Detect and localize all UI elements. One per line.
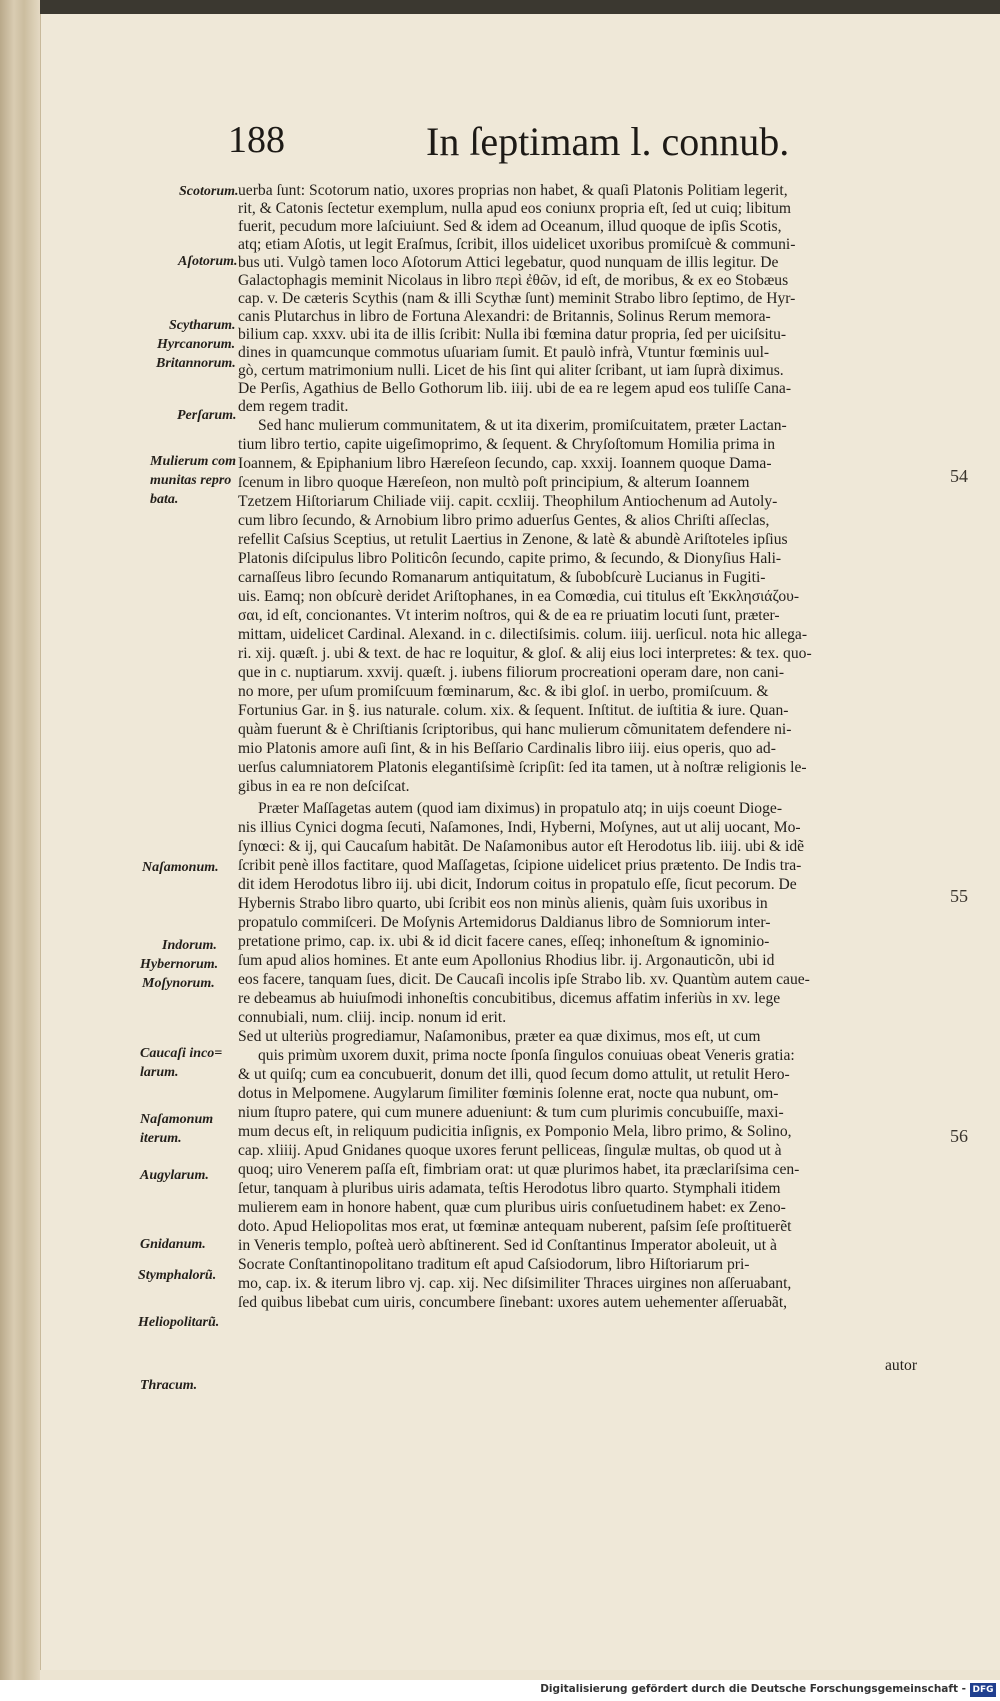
text-line: canis Plutarchus in libro de Fortuna Alexandri: de Britannis, Solinus Rerum memora-: [238, 308, 771, 325]
text-line: Fortunius Gar. in §. ius naturale. colum. xix. & ſequent. Inſtitut. de iuſtitia & iure. Quan-: [238, 702, 789, 719]
text-line: dem regem tradit.: [238, 398, 349, 415]
margin-note: bata.: [150, 492, 179, 507]
text-line: ſum apud alios homines. Et ante eum Apollonius Rhodius libr. ij. Argonauticõn, ubi id: [238, 952, 775, 969]
text-line: quàm fuerunt & è Chriſtianis ſcriptoribus, qui hanc mulierum cõmunitatem defendere ni-: [238, 721, 792, 738]
text-line: mio Platonis amore auſi ſint, & in his Beſſario Cardinalis libro iiij. eius operis, quo ad-: [238, 740, 776, 757]
margin-note: Thracum.: [140, 1378, 198, 1393]
text-line: σαι, id eſt, concionantes. Vt interim noſtros, qui & de ea re priuatim locuti ſunt, præter-: [238, 607, 780, 624]
text-line: uerba ſunt: Scotorum natio, uxores proprias non habet, & quaſi Platonis Politiam legerit,: [238, 182, 788, 199]
text-line: pretatione primo, cap. ix. ubi & id dicit facere canes, eſſeq; inhoneſtum & ignominio-: [238, 933, 770, 950]
margin-note: Indorum.: [162, 938, 217, 953]
text-line: tium libro tertio, capite uigeſimoprimo, & ſequent. & Chryſoſtomum Homilia prima in: [238, 436, 776, 453]
text-line: ri. xij. quæſt. j. ubi & text. de hac re loquitur, & gloſ. & alij eius loci interpretes: & tex. quo-: [238, 645, 812, 662]
section-number: 56: [950, 1126, 968, 1146]
text-line: doto. Apud Heliopolitas mos erat, ut fœminæ antequam nuberent, paſsim ſeſe proſtituerẽt: [238, 1218, 792, 1235]
text-line: Sed ut ulteriùs progrediamur, Naſamonibus, præter ea quæ diximus, mos eſt, ut cum: [238, 1028, 761, 1045]
text-line: mulierem eam in honore habent, quæ cum pluribus uiris conſuetudinem habet: ex Zeno-: [238, 1199, 786, 1216]
margin-note: Heliopolitarũ.: [138, 1315, 220, 1330]
section-number: 55: [950, 886, 968, 906]
text-line: dines in quamcunque commotus uſuariam ſumit. Et paulò infrà, Vtuntur fœminis uul-: [238, 344, 770, 361]
margin-note: Britannorum.: [156, 356, 236, 371]
text-line: mittam, uidelicet Cardinal. Alexand. in c. dilectiſsimis. colum. iiij. uerſicul. nota hic allega-: [238, 626, 808, 643]
text-line: mo, cap. ix. & iterum libro vj. cap. xij. Nec diſsimiliter Thraces uirgines non aſſeruabant,: [238, 1275, 792, 1292]
text-line: gò, certum matrimonium nulli. Licet de his ſint qui aliter ſcribant, ut iam ſuprà diximus.: [238, 362, 784, 379]
text-line: Præter Maſſagetas autem (quod iam diximus) in propatulo atq; in uijs coeunt Dioge-: [258, 800, 783, 817]
text-line: no more, per uſum promiſcuum fœminarum, &c. & ibi gloſ. in uerbo, promiſcuum. &: [238, 683, 769, 700]
margin-note: Naſamonum: [140, 1112, 214, 1127]
dfg-logo: DFG: [970, 1683, 996, 1697]
margin-note: Scotorum.: [179, 184, 239, 199]
text-line: dit idem Herodotus libro iij. ubi dicit, Indorum coitus in propatulo eſſe, ſicut pecorum. De: [238, 876, 797, 893]
text-line: atq; etiam Aſotis, ut legit Eraſmus, ſcribit, illos uidelicet uxoribus promiſcuè & communi-: [238, 236, 796, 253]
text-line: dotus in Melpomene. Augylarum ſimiliter fœminis ſolenne erat, nocte qua nubunt, om-: [238, 1085, 779, 1102]
margin-note: Scytharum.: [169, 318, 236, 333]
text-line: cap. xliiij. Apud Gnidanes quoque uxores ferunt pelliceas, ſingulæ multas, ob quod ut à: [238, 1142, 782, 1159]
text-line: mum decus eſt, in reliquum pudicitia inſignis, ex Pomponio Mela, libro primo, & Solino,: [238, 1123, 792, 1140]
section-number: 54: [950, 466, 968, 486]
text-line: nium ſtupro patere, qui cum munere adueniunt: & tum cum plurimis concubuiſſe, maxi-: [238, 1104, 784, 1121]
page-number: 188: [228, 119, 285, 161]
book-page-edges: [0, 0, 40, 1680]
text-line: in Veneris templo, poſteà uerò abſtinerent. Sed id Conſtantinus Imperator aboleuit, ut à: [238, 1237, 777, 1254]
scan-top-border: [0, 0, 1000, 14]
margin-note: Hybernorum.: [140, 957, 219, 972]
text-line: connubiali, num. cliij. incip. nonum id erit.: [238, 1009, 507, 1026]
text-line: Hybernis Strabo libro quarto, ubi ſcribit eos non minùs alienis, quàm ſuis uxoribus in: [238, 895, 768, 912]
margin-note: Naſamonum.: [142, 860, 219, 875]
margin-note: Moſynorum.: [142, 976, 215, 991]
text-line: cap. v. De cæteris Scythis (nam & illi Scythæ ſunt) meminit Strabo libro ſeptimo, de Hyr-: [238, 290, 796, 307]
margin-note: Hyrcanorum.: [157, 337, 236, 352]
margin-note: Caucaſi inco=: [140, 1046, 223, 1061]
page-header: [0, 118, 1000, 178]
running-title: In ſeptimam l. connub.: [426, 119, 790, 164]
text-line: refellit Caſsius Sceptius, ut retulit Laertius in Zenone, & latè & abundè Ariſtoteles ipſius: [238, 531, 788, 548]
text-line: quoq; uiro Venerem paſſa eſt, fimbriam orat: ut quæ plurimos habet, ita præclariſsima cen-: [238, 1161, 800, 1178]
text-line: Galactophagis meminit Nicolaus in libro περὶ ἐθῶν, id eſt, de moribus, & ex eo Stobæus: [238, 272, 789, 289]
text-line: Tzetzem Hiſtoriarum Chiliade viij. capit. ccxliij. Theophilum Antiochenum ad Autoly-: [238, 493, 778, 510]
text-line: ſetur, tanquam à pluribus uiris adamata, teſtis Herodotus libro quarto. Stymphali itidem: [238, 1180, 781, 1197]
text-line: cum libro ſecundo, & Arnobium libro primo aduerſus Gentes, & alios Chriſti aſſeclas,: [238, 512, 770, 529]
text-line: rit, & Catonis ſectetur exemplum, nulla apud eos coniunx propria eſt, ſed ut cuiq; libitum: [238, 200, 792, 217]
text-line: Ioannem, & Epiphanium libro Hæreſeon ſecundo, cap. xxxij. Ioannem quoque Dama-: [238, 455, 772, 472]
text-line: ſed quibus libebat cum uiris, concumbere ſinebant: uxores autem uehementer aſſeruabãt,: [238, 1294, 788, 1311]
margin-note: Perſarum.: [177, 408, 237, 423]
text-line: Socrate Conſtantinopolitano traditum eſt apud Caſsiodorum, libro Hiſtoriarum pri-: [238, 1256, 750, 1273]
margin-note: Gnidanum.: [140, 1237, 206, 1252]
text-line: propatulo commiſceri. De Moſynis Artemidorus Daldianus libro de Somniorum inter-: [238, 914, 771, 931]
text-line: fuerit, pecudum more laſciuiunt. Sed & idem ad Oceanum, illud quoque de ipſis Scotis,: [238, 218, 782, 235]
margin-note: iterum.: [140, 1131, 182, 1146]
catchword: autor: [885, 1357, 918, 1374]
margin-note: Mulierum com: [150, 454, 236, 469]
text-line: ſcenum in libro quoque Hæreſeon, non multò poſt principium, & alterum Ioannem: [238, 474, 750, 491]
text-line: uerſus calumniatorem Platonis elegantiſsimè ſcripſit: ſed ita tamen, ut à noſtræ religionis le-: [238, 759, 807, 776]
text-line: gibus in ea re non deſciſcat.: [238, 778, 410, 795]
margin-note: larum.: [140, 1065, 179, 1080]
margin-note: Stymphalorũ.: [138, 1268, 217, 1283]
text-line: De Perſis, Agathius de Bello Gothorum lib. iiij. ubi de ea re legem apud eos tuliſſe Cana-: [238, 380, 792, 397]
text-line: uis. Eamq; non obſcurè deridet Ariſtophanes, in ea Comœdia, cui titulus eſt Ἐκκλησιάζου-: [238, 588, 800, 605]
text-line: que in c. nuptiarum. xxvij. quæſt. j. iubens filiorum procreationi operam dare, non cani-: [238, 664, 785, 681]
text-line: ſynœci: & ij, qui Caucaſum habitãt. De Naſamonibus autor eſt Herodotus lib. iiij. ubi & idẽ: [238, 838, 805, 855]
text-line: bus uti. Vulgò tamen loco Aſotorum Attici legebatur, quod nunquam de illis legitur. De: [238, 254, 779, 271]
text-line: ſcribit penè illos factitare, quod Maſſagetas, ſcipione uidelicet prius prætento. De Indis tra-: [238, 857, 802, 874]
text-line: eos facere, tanquam ſues, dicit. De Caucaſi incolis ipſe Strabo lib. xv. Quantùm autem caue-: [238, 971, 810, 988]
text-line: bilium cap. xxxv. ubi ita de illis ſcribit: Nulla ibi fœmina datur propria, ſed per uiciſsitu-: [238, 326, 787, 343]
text-line: Sed hanc mulierum communitatem, & ut ita dixerim, promiſcuitatem, præter Lactan-: [258, 417, 787, 434]
text-line: re debeamus ab huiuſmodi inhoneſtis concubitibus, dicemus affatim inferiùs in xv. lege: [238, 990, 781, 1007]
text-line: quis primùm uxorem duxit, prima nocte ſponſa ſingulos conuiuas obeat Veneris gratia:: [258, 1047, 795, 1064]
text-line: nis illius Cynici dogma ſecuti, Naſamones, Indi, Hyberni, Moſynes, aut ut alij uocant, Mo-: [238, 819, 801, 836]
margin-note: Aſotorum.: [178, 254, 238, 269]
footer-bar: [0, 1680, 1000, 1701]
margin-note: Augylarum.: [140, 1168, 209, 1183]
margin-note: munitas repro: [150, 473, 232, 488]
text-line: & ut quiſq; cum ea concubuerit, donum det illi, quod ſecum domo attulit, ut retulit Hero-: [238, 1066, 790, 1083]
text-line: carnaſſeus libro ſecundo Romanarum antiquitatum, & ſubobſcurè Lucianus in Fugiti-: [238, 569, 766, 586]
text-line: Platonis diſcipulus libro Politicôn ſecundo, capite primo, & ſecundo, & Dionyſius Hali-: [238, 550, 782, 567]
footer-credit: Digitalisierung gefördert durch die Deutsche Forschungsgemeinschaft -: [540, 1683, 966, 1695]
